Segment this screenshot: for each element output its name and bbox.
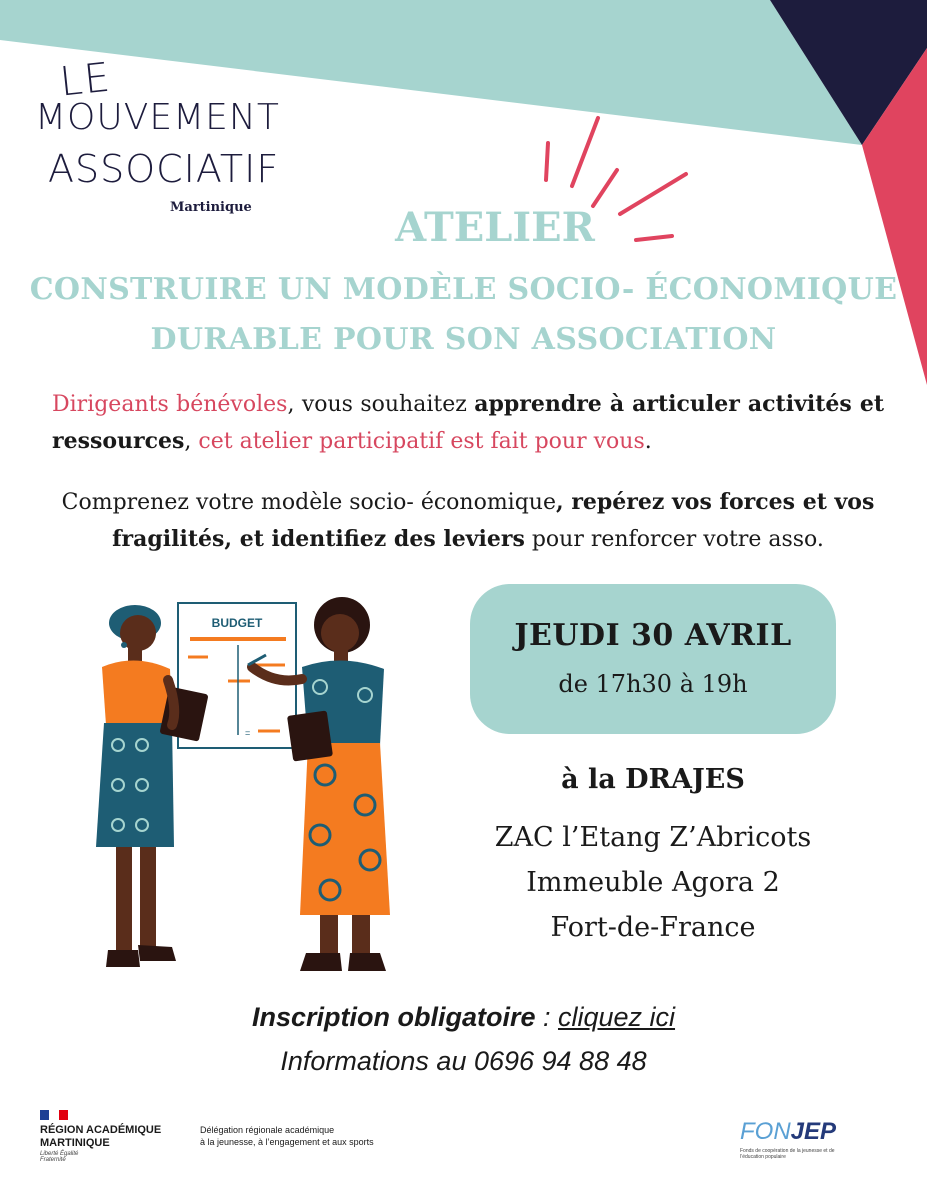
intro-emphasis: apprendre à articuler activités et ressources (52, 391, 884, 454)
logo-text: ASSOCIATIF (48, 147, 280, 191)
fonjep-logo-text: FON (740, 1118, 791, 1145)
phone-info: Informations au 0696 94 88 48 (280, 1046, 647, 1076)
intro-text: , (184, 429, 199, 454)
registration-link[interactable]: cliquez ici (557, 1002, 676, 1032)
registration-label: Inscription obligatoire (251, 1002, 536, 1032)
objectives-text: Comprenez votre modèle socio- économique (61, 490, 556, 515)
fonjep-logo (740, 1118, 836, 1146)
logo-text: LE (57, 54, 114, 106)
date-box (470, 584, 836, 734)
budget-board-equals: = (245, 728, 251, 738)
burst-ray (572, 118, 598, 186)
objectives-emphasis: , repérez vos forces et vos fragilités, et identifiez des leviers (112, 489, 875, 552)
burst-ray (593, 170, 617, 206)
delegation-name: Délégation régionale académique (200, 1125, 335, 1135)
registration-separator: : (535, 1002, 558, 1032)
intro-highlight: cet atelier participatif est fait pour vous (198, 429, 645, 454)
budget-illustration (80, 595, 420, 980)
address-line: ZAC l’Etang Z’Abricots (494, 822, 812, 853)
address-line: Fort-de-France (550, 912, 756, 943)
delegation-name: à la jeunesse, à l’engagement et aux sports (200, 1137, 374, 1147)
registration-line (0, 1002, 927, 1033)
region-name: RÉGION ACADÉMIQUE (40, 1124, 162, 1136)
workshop-title-line: DURABLE POUR SON ASSOCIATION (150, 322, 777, 357)
event-hours: de 17h30 à 19h (558, 670, 748, 698)
logo-subtitle: Martinique (170, 200, 252, 215)
republic-motto: Liberté Égalité Fraternité (40, 1151, 79, 1163)
objectives-text: pour renforcer votre asso. (524, 527, 824, 552)
logo-text: MOUVEMENT (35, 97, 280, 138)
intro-text: , vous souhaitez (287, 392, 475, 417)
fonjep-subtitle: Fonds de coopération de la jeunesse et de l’éducation populaire (740, 1148, 835, 1160)
audience-text: Dirigeants bénévoles (52, 392, 288, 417)
event-date: JEUDI 30 AVRIL (514, 618, 792, 653)
event-venue: à la DRAJES (561, 764, 745, 795)
burst-ray (546, 143, 548, 180)
address-line: Immeuble Agora 2 (526, 867, 780, 898)
fonjep-logo-text: JEP (790, 1118, 837, 1145)
region-name: MARTINIQUE (40, 1137, 110, 1149)
budget-board-label: BUDGET (211, 616, 263, 630)
objectives-paragraph (52, 484, 884, 558)
workshop-kicker: ATELIER (395, 204, 595, 251)
france-flag-icon (40, 1110, 68, 1120)
intro-paragraph (52, 386, 884, 460)
intro-text: . (644, 429, 652, 454)
workshop-title-line: CONSTRUIRE UN MODÈLE SOCIO- ÉCONOMIQUE (29, 272, 898, 307)
